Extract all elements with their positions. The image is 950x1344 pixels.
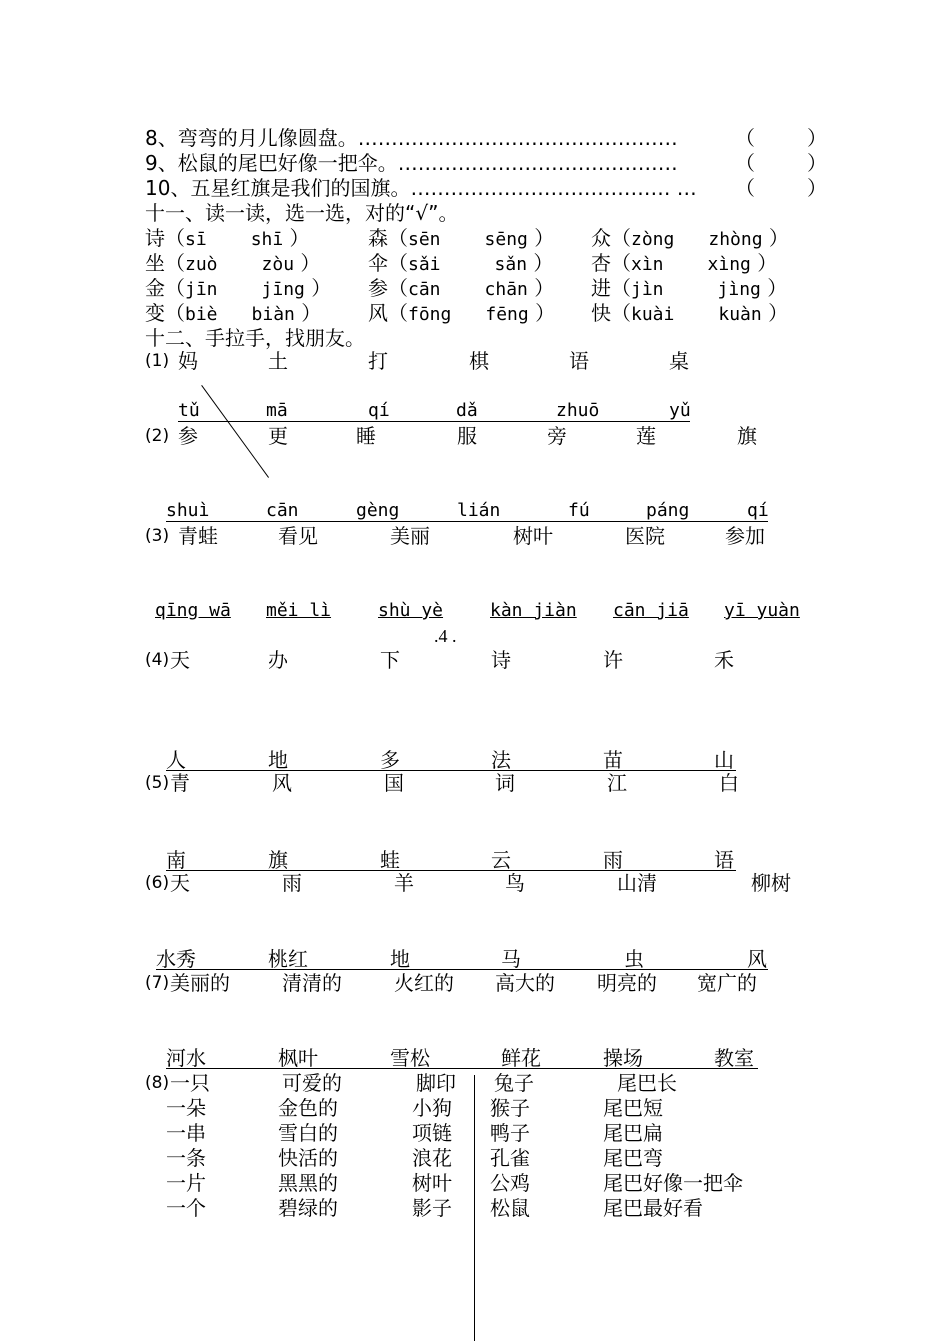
match-word[interactable]: 明亮的 xyxy=(597,971,657,995)
match-word[interactable]: 可爱的 xyxy=(282,1071,342,1095)
pinyin-choice[interactable]: 快（kuài kuàn ） xyxy=(591,301,789,325)
match-pinyin[interactable]: lián xyxy=(457,500,501,521)
connect-line xyxy=(201,385,269,478)
pinyin-choice[interactable]: 金（jīn jīng ） xyxy=(145,276,332,300)
match-pinyin[interactable]: mā xyxy=(266,400,288,421)
pinyin-choice[interactable]: 风（fōng fēng ） xyxy=(368,301,556,325)
match-word[interactable]: 水秀 xyxy=(156,947,196,971)
match-pinyin[interactable]: cān xyxy=(266,500,299,521)
match-word[interactable]: 看见 xyxy=(278,524,318,548)
match-word[interactable]: 雨 xyxy=(603,848,623,872)
match-word[interactable]: 一个 xyxy=(166,1196,206,1220)
group-number: (4) xyxy=(145,650,170,670)
option-a[interactable]: jìn xyxy=(631,279,664,300)
option-b[interactable]: xìng xyxy=(707,254,751,275)
judge-dots: …………………………………… xyxy=(397,151,678,175)
match-word[interactable]: 鸭子 xyxy=(490,1121,530,1145)
match-pinyin[interactable]: fú xyxy=(568,500,590,521)
judge-row-9 xyxy=(145,153,678,173)
match-word[interactable]: 鸟 xyxy=(505,871,525,895)
match-word[interactable]: 禾 xyxy=(714,648,734,672)
match-word[interactable]: 蛙 xyxy=(380,848,400,872)
option-b[interactable]: kuàn xyxy=(718,304,762,325)
pinyin-choice[interactable]: 杏（xìn xìng ） xyxy=(591,251,778,275)
match-word[interactable]: 影子 xyxy=(412,1196,452,1220)
option-b[interactable]: jìng xyxy=(717,279,761,300)
pinyin-choice[interactable]: 伞（sǎi sǎn ） xyxy=(368,251,554,275)
match-word[interactable]: 词 xyxy=(495,771,515,795)
page-number: .4 . xyxy=(434,626,457,646)
judge-text: 10、五星红旗是我们的国旗。 xyxy=(145,176,411,200)
choice-char: 诗 xyxy=(145,226,165,250)
match-word[interactable]: 河水 xyxy=(166,1046,206,1070)
match-word[interactable]: 树叶 xyxy=(513,524,553,548)
pinyin-choice[interactable]: 森（sēn sēng ） xyxy=(368,226,555,250)
match-word[interactable]: 金色的 xyxy=(278,1096,338,1120)
match-word[interactable]: 脚印 xyxy=(416,1071,456,1095)
match-word[interactable]: 尾巴扁 xyxy=(603,1121,663,1145)
match-word[interactable]: 雪白的 xyxy=(278,1121,338,1145)
match-word[interactable]: 参 xyxy=(178,424,198,448)
match-word[interactable]: 猴子 xyxy=(490,1096,530,1120)
underline xyxy=(178,421,690,422)
match-word[interactable]: 天 xyxy=(170,871,190,895)
choice-char: 坐 xyxy=(145,251,165,275)
match-word[interactable]: 语 xyxy=(714,848,734,872)
match-word[interactable]: 柳树 xyxy=(751,871,791,895)
match-word[interactable]: 一条 xyxy=(166,1146,206,1170)
choice-char: 金 xyxy=(145,276,165,300)
option-b[interactable]: sēng xyxy=(484,229,528,250)
match-word[interactable]: 一片 xyxy=(166,1171,206,1195)
match-word[interactable]: 美丽的 xyxy=(170,971,230,995)
match-word[interactable]: 雨 xyxy=(282,871,302,895)
match-word[interactable]: 一只 xyxy=(170,1071,210,1095)
match-word[interactable]: 土 xyxy=(268,349,288,373)
underline xyxy=(166,770,736,771)
match-word[interactable]: 羊 xyxy=(394,871,414,895)
match-pinyin[interactable]: shuì xyxy=(166,500,210,521)
match-word[interactable]: 青 xyxy=(170,771,190,795)
match-word[interactable]: 鲜花 xyxy=(501,1046,541,1070)
option-a[interactable]: biè xyxy=(185,304,218,325)
match-word[interactable]: 教室 xyxy=(714,1046,754,1070)
section-12-title: 十二、手拉手，找朋友。 xyxy=(145,326,365,350)
choice-char: 伞 xyxy=(368,251,388,275)
match-word[interactable]: 法 xyxy=(491,748,511,772)
match-word[interactable]: 一串 xyxy=(166,1121,206,1145)
match-word[interactable]: 山 xyxy=(714,748,734,772)
match-word[interactable]: 操场 xyxy=(603,1046,643,1070)
option-b[interactable]: fēng xyxy=(485,304,529,325)
option-a[interactable]: cān xyxy=(408,279,441,300)
judge-bracket-10[interactable]: （ ） xyxy=(735,176,843,200)
choice-char: 众 xyxy=(591,226,611,250)
pinyin-choice[interactable]: 参（cān chān ） xyxy=(368,276,555,300)
match-word[interactable]: 兔子 xyxy=(494,1071,534,1095)
option-a[interactable]: sī xyxy=(185,229,207,250)
match-word[interactable]: 清清的 xyxy=(282,971,342,995)
match-pinyin[interactable]: kàn jiàn xyxy=(490,600,577,621)
match-word[interactable]: 松鼠 xyxy=(490,1196,530,1220)
judge-text: 8、弯弯的月儿像圆盘。 xyxy=(145,126,358,150)
match-pinyin[interactable]: gèng xyxy=(356,500,400,521)
match-pinyin[interactable]: yǔ xyxy=(669,400,691,421)
underline xyxy=(156,969,768,970)
choice-char: 参 xyxy=(368,276,388,300)
judge-bracket-9[interactable]: （ ） xyxy=(735,151,843,175)
group-number: (3) xyxy=(145,526,170,546)
choice-char: 变 xyxy=(145,301,165,325)
match-word[interactable]: 青蛙 xyxy=(178,524,218,548)
match-word[interactable]: 江 xyxy=(607,771,627,795)
match-word[interactable]: 枫叶 xyxy=(278,1046,318,1070)
option-b[interactable]: chān xyxy=(484,279,528,300)
match-word[interactable]: 高大的 xyxy=(495,971,555,995)
match-pinyin[interactable]: qí xyxy=(368,400,390,421)
pinyin-choice[interactable]: 变（biè biàn ） xyxy=(145,301,322,325)
match-word[interactable]: 地 xyxy=(390,947,410,971)
match-word[interactable]: 睡 xyxy=(356,424,376,448)
match-word[interactable]: 苗 xyxy=(603,748,623,772)
option-b[interactable]: shī xyxy=(250,229,284,250)
pinyin-choice[interactable]: 坐（zuò zòu ） xyxy=(145,251,321,275)
choice-char: 风 xyxy=(368,301,388,325)
match-word[interactable]: 语 xyxy=(569,349,589,373)
section-11-title: 十一、读一读，选一选，对的“√”。 xyxy=(145,201,459,225)
pinyin-choice[interactable]: 进（jìn jìng ） xyxy=(591,276,788,300)
match-word[interactable]: 办 xyxy=(268,648,288,672)
match-word[interactable]: 树叶 xyxy=(412,1171,452,1195)
match-word[interactable]: 打 xyxy=(368,349,388,373)
match-word[interactable]: 白 xyxy=(719,771,739,795)
match-word[interactable]: 旁 xyxy=(547,424,567,448)
match-word[interactable]: 许 xyxy=(603,648,623,672)
option-a[interactable]: sēn xyxy=(408,229,441,250)
match-word[interactable]: 马 xyxy=(501,947,521,971)
match-pinyin[interactable]: cān jiā xyxy=(613,600,689,621)
match-word[interactable]: 尾巴最好看 xyxy=(603,1196,703,1220)
group-number: (2) xyxy=(145,426,170,446)
match-word[interactable]: 尾巴弯 xyxy=(603,1146,663,1170)
match-word[interactable]: 风 xyxy=(272,771,292,795)
match-word[interactable]: 公鸡 xyxy=(490,1171,530,1195)
match-word[interactable]: 山清 xyxy=(617,871,657,895)
match-word[interactable]: 医院 xyxy=(625,524,665,548)
match-pinyin[interactable]: shù yè xyxy=(378,600,444,621)
match-word[interactable]: 南 xyxy=(166,848,186,872)
match-word[interactable]: 尾巴好像一把伞 xyxy=(603,1171,743,1195)
match-word[interactable]: 莲 xyxy=(636,424,656,448)
match-word[interactable]: 地 xyxy=(268,748,288,772)
match-word[interactable]: 多 xyxy=(380,748,400,772)
option-a[interactable]: fōng xyxy=(408,304,452,325)
group-number: (5) xyxy=(145,773,170,793)
option-a[interactable]: xìn xyxy=(631,254,664,275)
match-word[interactable]: 虫 xyxy=(624,947,644,971)
match-word[interactable]: 天 xyxy=(170,648,190,672)
pinyin-choice[interactable]: 诗（sī shī ） xyxy=(145,226,310,250)
match-word[interactable]: 桃红 xyxy=(268,947,308,971)
divider-line xyxy=(474,1075,475,1341)
pinyin-choice[interactable]: 众（zòng zhòng ） xyxy=(591,226,789,250)
match-word[interactable]: 人 xyxy=(166,748,186,772)
match-word[interactable]: 尾巴短 xyxy=(603,1096,663,1120)
match-word[interactable]: 服 xyxy=(457,424,477,448)
choice-char: 森 xyxy=(368,226,388,250)
match-word[interactable]: 雪松 xyxy=(390,1046,430,1070)
match-word[interactable]: 旗 xyxy=(737,424,757,448)
match-word[interactable]: 黑黑的 xyxy=(278,1171,338,1195)
option-a[interactable]: jīn xyxy=(185,279,218,300)
match-word[interactable]: 孔雀 xyxy=(490,1146,530,1170)
underline xyxy=(166,1068,758,1069)
match-word[interactable]: 参加 xyxy=(725,524,765,548)
judge-dots: ………………………………………… xyxy=(357,126,678,150)
choice-char: 杏 xyxy=(591,251,611,275)
match-word[interactable]: 桌 xyxy=(669,349,689,373)
match-pinyin[interactable]: měi lì xyxy=(266,600,332,621)
option-a[interactable]: zòng xyxy=(631,229,675,250)
match-word[interactable]: 风 xyxy=(747,947,767,971)
option-b[interactable]: sǎn xyxy=(494,254,528,275)
match-word[interactable]: 碧绿的 xyxy=(278,1196,338,1220)
match-word[interactable]: 一朵 xyxy=(166,1096,206,1120)
option-b[interactable]: jīng xyxy=(261,279,305,300)
group-number: (6) xyxy=(145,873,170,893)
match-word[interactable]: 更 xyxy=(268,424,288,448)
match-word[interactable]: 旗 xyxy=(268,848,288,872)
choice-char: 进 xyxy=(591,276,611,300)
option-b[interactable]: zòu xyxy=(261,254,295,275)
match-word[interactable]: 火红的 xyxy=(394,971,454,995)
match-word[interactable]: 国 xyxy=(384,771,404,795)
group-number: (7) xyxy=(145,973,170,993)
match-pinyin[interactable]: qí xyxy=(747,500,769,521)
judge-row-8 xyxy=(145,128,678,148)
match-word[interactable]: 项链 xyxy=(412,1121,452,1145)
match-word[interactable]: 快活的 xyxy=(278,1146,338,1170)
group-number: (8) xyxy=(145,1073,170,1093)
judge-text: 9、松鼠的尾巴好像一把伞。 xyxy=(145,151,398,175)
match-word[interactable]: 下 xyxy=(380,648,400,672)
option-b[interactable]: zhòng xyxy=(708,229,763,250)
match-word[interactable]: 棋 xyxy=(469,349,489,373)
option-a[interactable]: kuài xyxy=(631,304,675,325)
judge-bracket-8[interactable]: （ ） xyxy=(735,126,843,150)
match-pinyin[interactable]: dǎ xyxy=(456,400,478,421)
match-pinyin[interactable]: yī yuàn xyxy=(724,600,800,621)
match-word[interactable]: 尾巴长 xyxy=(617,1071,677,1095)
judge-dots: ………………………………… … xyxy=(410,176,697,200)
match-word[interactable]: 浪花 xyxy=(412,1146,452,1170)
judge-row-10 xyxy=(145,178,697,198)
group-number: (1) xyxy=(145,351,170,371)
option-a[interactable]: sǎi xyxy=(408,254,441,275)
match-word[interactable]: 美丽 xyxy=(390,524,430,548)
underline xyxy=(166,521,768,522)
match-word[interactable]: 云 xyxy=(491,848,511,872)
match-pinyin[interactable]: qīng wā xyxy=(155,600,231,621)
match-word[interactable]: 宽广的 xyxy=(697,971,757,995)
match-word[interactable]: 小狗 xyxy=(412,1096,452,1120)
option-a[interactable]: zuò xyxy=(185,254,218,275)
choice-char: 快 xyxy=(591,301,611,325)
match-word[interactable]: 妈 xyxy=(178,349,198,373)
match-pinyin[interactable]: tǔ xyxy=(178,400,200,421)
match-word[interactable]: 诗 xyxy=(491,648,511,672)
option-b[interactable]: biàn xyxy=(251,304,295,325)
match-pinyin[interactable]: páng xyxy=(646,500,690,521)
match-pinyin[interactable]: zhuō xyxy=(556,400,600,421)
